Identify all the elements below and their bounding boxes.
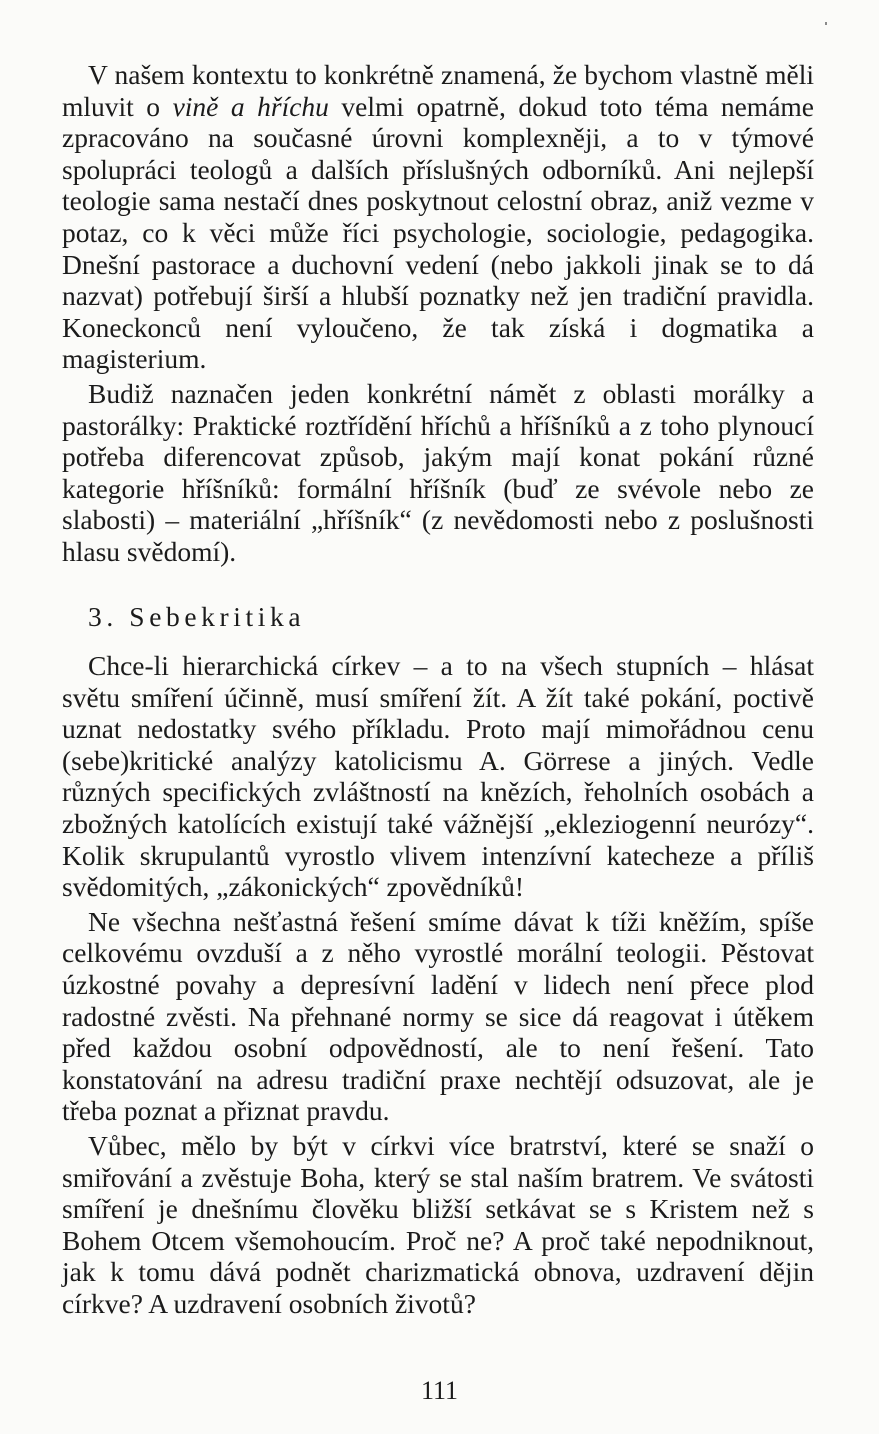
section-heading: 3. Sebekritika	[88, 600, 306, 632]
paragraph-2: Budiž naznačen jeden konkrétní námět z oblasti morálky a pastorálky: Praktické roztřídění hříchů a hříšníků a z toho plynoucí potřeba diferencovat způsob, jakým mají konat pokání různé kategorie hříšníků: formální hříšník (buď ze svévole nebo ze slabosti) – materiální „hříšník“ (z nevědomosti nebo z poslušnosti hlasu svědomí).	[62, 377, 814, 567]
paragraph-1-text-start: V našem kontextu to konkrétně znamená, že bychom vlastně měli mluvit o	[62, 59, 814, 122]
document-page	[62, 59, 814, 1320]
paragraph-1-text-end: velmi opatrně, dokud toto téma nemáme zpracováno na současné úrovni komplexněji, a to v týmové spolupráci teologů a dalších příslušných odborníků. Ani nejlepší teologie sama nestačí dnes poskytnout celostní obraz, aniž vezme v potaz, co k věci může říci psychologie, sociologie, pedagogika. Dnešní pastorace a duchovní vedení (nebo jakkoli jinak se to dá nazvat) potřebují širší a hlubší poznatky než jen tradiční pravidla. Koneckonců není vyloučeno, že tak získá i dogmatika a magisterium.	[62, 90, 814, 375]
paragraph-1-emphasis: vině a hříchu	[172, 90, 329, 122]
section-paragraph-1: Chce-li hierarchická církev – a to na všech stupních – hlásat světu smíření účinně, musí smíření žít. A žít také pokání, poctivě uznat nedostatky svého příkladu. Proto mají mimořádnou cenu (sebe)kritické analýzy katolicismu A. Görrese a jiných. Vedle různých specifických zvláštností na knězích, řeholních osobách a zbožných katolících existují také vážnější „ekleziogenní neurózy“. Kolik skrupulantů vyrostlo vlivem intenzívní katecheze a příliš svědomitých, „zákonických“ zpovědníků!	[62, 650, 814, 903]
section-paragraph-2: Ne všechna nešťastná řešení smíme dávat k tíži kněžím, spíše celkovému ovzduší a z něho vyrostlé morální teologii. Pěstovat úzkostné povahy a depresívní ladění v lidech není přece plod radostné zvěsti. Na přehnané normy se sice dá reagovat i útěkem před každou osobní odpovědností, ale to není řešení. Tato konstatování na adresu tradiční praxe nechtějí odsuzovat, ale je třeba poznat a přiznat pravdu.	[62, 905, 814, 1127]
scan-edge-mark	[825, 22, 827, 25]
section-paragraph-3: Vůbec, mělo by být v církvi více bratrství, které se snaží o smiřování a zvěstuje Boha, který se stal naším bratrem. Ve svátosti smíření je dnešnímu člověku bližší setkávat se s Kristem než s Bohem Otcem všemohoucím. Proč ne? A proč také nepodniknout, jak k tomu dává podnět charizmatická obnova, uzdravení dějin církve? A uzdravení osobních životů?	[62, 1130, 814, 1319]
page-number: 111	[420, 1376, 459, 1405]
paragraph-1	[62, 59, 814, 375]
